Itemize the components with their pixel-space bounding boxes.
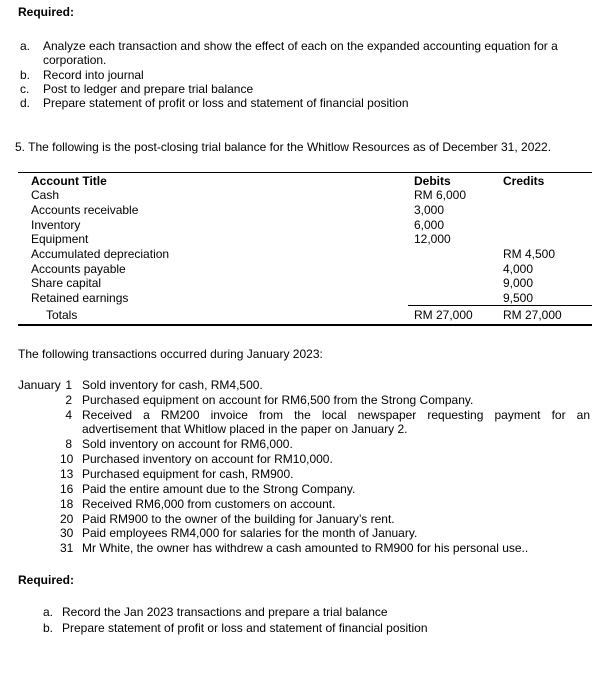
- transaction-text: Received a RM200 invoice from the local newspaper requesting payment for an: [82, 408, 590, 422]
- transaction-text: Sold inventory for cash, RM4,500.: [82, 378, 263, 392]
- table-cell-title: Inventory: [31, 218, 81, 232]
- transaction-day: 13: [60, 467, 74, 481]
- table-cell-title: Accumulated depreciation: [31, 247, 170, 261]
- required-item-letter: c.: [20, 82, 30, 96]
- table-cell-debit: 3,000: [414, 203, 445, 217]
- transaction-day: 10: [60, 452, 74, 466]
- transaction-day: 1: [65, 378, 72, 392]
- header-debits: Debits: [414, 174, 451, 188]
- table-top-rule: [18, 172, 592, 173]
- transaction-text: Mr White, the owner has withdrew a cash amounted to RM900 for his personal use..: [82, 541, 529, 555]
- transaction-text: Received RM6,000 from customers on account.: [82, 497, 336, 511]
- required-item-text: Post to ledger and prepare trial balance: [43, 82, 254, 96]
- required-heading-2: Required:: [18, 573, 75, 587]
- table-cell-title: Equipment: [31, 232, 89, 246]
- transaction-day: 18: [60, 497, 74, 511]
- table-cell-title: Accounts payable: [31, 262, 126, 276]
- totals-debit: RM 27,000: [414, 308, 473, 322]
- table-cell-debit: RM 6,000: [414, 188, 467, 202]
- required-item-text: Prepare statement of profit or loss and statement of financial position: [62, 621, 428, 635]
- transaction-text-continued: advertisement that Whitlow placed in the paper on January 2.: [82, 422, 408, 436]
- totals-label: Totals: [46, 308, 78, 322]
- required-item-letter: d.: [20, 96, 31, 110]
- question-text: 5. The following is the post-closing trial balance for the Whitlow Resources as of December 31, 2022.: [15, 140, 552, 154]
- header-credits: Credits: [503, 174, 545, 188]
- required-item-text: Analyze each transaction and show the effect of each on the expanded accounting equation for a: [43, 39, 558, 53]
- table-cell-debit: 12,000: [414, 232, 451, 246]
- transaction-day: 30: [60, 526, 74, 540]
- required-heading-1: Required:: [18, 5, 75, 19]
- table-cell-credit: 9,500: [503, 291, 534, 305]
- transaction-day: 4: [65, 408, 72, 422]
- transaction-text: Paid employees RM4,000 for salaries for the month of January.: [82, 526, 418, 540]
- required-item-text: Record into journal: [43, 68, 144, 82]
- totals-credit: RM 27,000: [503, 308, 562, 322]
- transactions-intro: The following transactions occurred during January 2023:: [18, 347, 323, 361]
- required-item-letter: b.: [43, 621, 54, 635]
- required-item-text: Prepare statement of profit or loss and statement of financial position: [43, 96, 409, 110]
- transaction-text: Paid RM900 to the owner of the building for January’s rent.: [82, 512, 395, 526]
- table-cell-debit: 6,000: [414, 218, 445, 232]
- table-cell-title: Cash: [31, 188, 60, 202]
- transaction-day: 20: [60, 512, 74, 526]
- header-account-title: Account Title: [31, 174, 107, 188]
- table-cell-title: Share capital: [31, 276, 102, 290]
- table-cell-title: Accounts receivable: [31, 203, 139, 217]
- required-item-letter: b.: [20, 68, 31, 82]
- month-label: January: [18, 378, 61, 392]
- transaction-text: Purchased equipment for cash, RM900.: [82, 467, 294, 481]
- transaction-text: Sold inventory on account for RM6,000.: [82, 437, 293, 451]
- subtotal-rule: [408, 305, 592, 306]
- table-cell-credit: 4,000: [503, 262, 534, 276]
- transaction-text: Purchased inventory on account for RM10,000.: [82, 452, 333, 466]
- transaction-day: 2: [65, 393, 72, 407]
- transaction-day: 8: [65, 437, 72, 451]
- required-item-text: Record the Jan 2023 transactions and prepare a trial balance: [62, 605, 388, 619]
- table-cell-credit: 9,000: [503, 276, 534, 290]
- required-item-text: corporation.: [43, 53, 107, 67]
- transaction-text: Purchased equipment on account for RM6,500 from the Strong Company.: [82, 393, 474, 407]
- required-item-letter: a.: [20, 39, 31, 53]
- table-cell-credit: RM 4,500: [503, 247, 556, 261]
- required-item-letter: a.: [43, 605, 54, 619]
- table-bottom-rule: [18, 324, 592, 326]
- table-cell-title: Retained earnings: [31, 291, 129, 305]
- transaction-text: Paid the entire amount due to the Strong Company.: [82, 482, 356, 496]
- transaction-day: 16: [60, 482, 74, 496]
- transaction-day: 31: [60, 541, 74, 555]
